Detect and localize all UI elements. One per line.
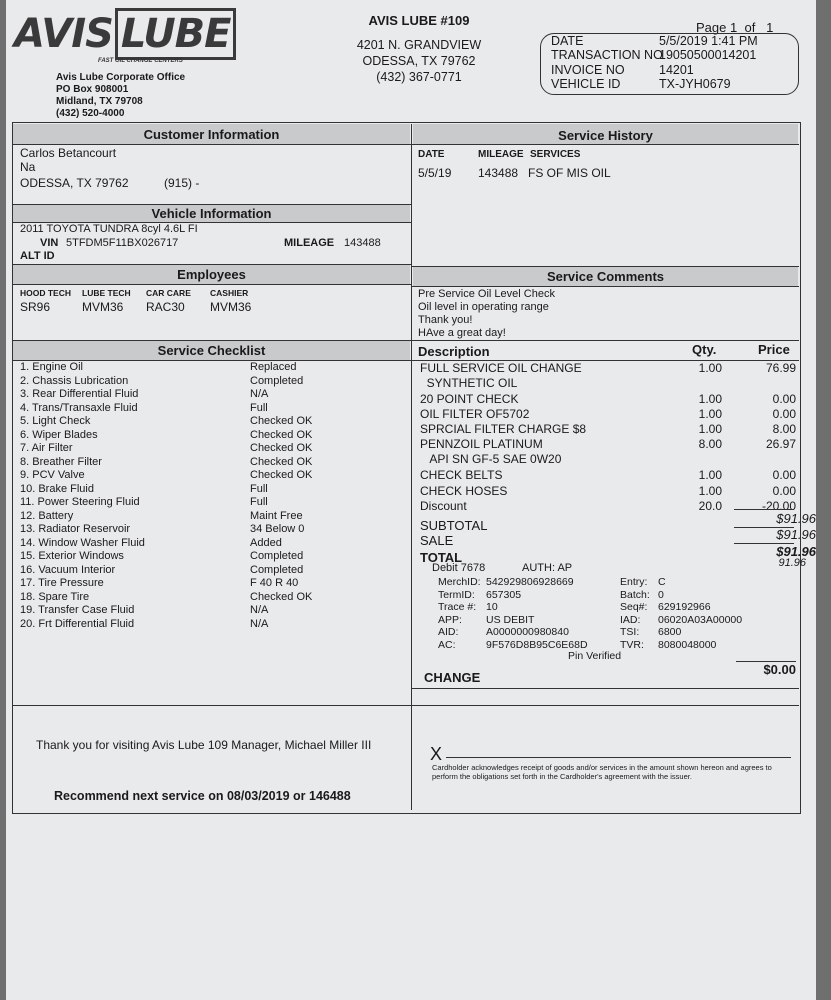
payment-field-value: 657305 bbox=[486, 588, 522, 601]
alt-id-label: ALT ID bbox=[20, 250, 55, 262]
employee-value: RAC30 bbox=[146, 300, 185, 314]
customer-phone: (915) - bbox=[164, 176, 200, 190]
rule bbox=[734, 509, 794, 510]
payment-field-label: TVR: bbox=[620, 638, 644, 651]
payment-field-value: 6800 bbox=[658, 626, 682, 638]
employee-col: CAR CARE bbox=[146, 288, 191, 298]
history-mileage: 143488 bbox=[478, 166, 519, 180]
txn-label: VEHICLE ID bbox=[551, 77, 621, 91]
payment-field-value: C bbox=[658, 576, 666, 588]
customer-name: Carlos Betancourt bbox=[20, 146, 117, 160]
payment-field-label: Batch: bbox=[620, 588, 650, 601]
rule bbox=[13, 144, 411, 145]
items-col-qty: Qty. bbox=[692, 342, 717, 357]
checklist-item-label: 10. Brake Fluid bbox=[20, 482, 94, 495]
rule bbox=[13, 705, 799, 706]
checklist-item-label: 15. Exterior Windows bbox=[20, 550, 124, 562]
change-label: CHANGE bbox=[424, 670, 481, 685]
cardholder-agreement: Cardholder acknowledges receipt of goods and/or services in the amount shown hereon and agrees to perform the obligations set forth in the Cardholder's agreement with the issuer. bbox=[432, 763, 772, 781]
checklist-item-status: Checked OK bbox=[250, 590, 313, 603]
corp-line: Midland, TX 79708 bbox=[56, 96, 143, 107]
payment-field-value: 0 bbox=[658, 588, 664, 601]
corporate-address bbox=[56, 72, 185, 120]
item-description: CHECK HOSES bbox=[420, 484, 508, 498]
page-label: Page bbox=[696, 20, 727, 35]
checklist-item-status: Completed bbox=[250, 563, 304, 576]
payment-field-label: Trace #: bbox=[438, 601, 477, 613]
checklist-item-status: Maint Free bbox=[250, 509, 303, 522]
item-price: 0.00 bbox=[772, 468, 796, 482]
checklist-item-label: 8. Breather Filter bbox=[20, 455, 102, 468]
item-qty: 1.00 bbox=[698, 361, 722, 375]
employee-value: MVM36 bbox=[210, 300, 252, 314]
center-divider bbox=[411, 124, 412, 810]
payment-field-value: 8080048000 bbox=[658, 638, 717, 651]
checklist-item-status: Full bbox=[250, 496, 268, 508]
store-name: AVIS LUBE #109 bbox=[368, 13, 470, 28]
corp-line: Avis Lube Corporate Office bbox=[56, 72, 186, 83]
employee-col: HOOD TECH bbox=[20, 288, 71, 298]
service-comments-header: Service Comments bbox=[546, 269, 665, 284]
employee-value: MVM36 bbox=[82, 300, 124, 314]
subtotal-label: SUBTOTAL bbox=[420, 518, 488, 533]
mileage-value: 143488 bbox=[344, 237, 381, 249]
item-description: Discount bbox=[420, 499, 467, 513]
payment-field-label: APP: bbox=[438, 613, 462, 626]
checklist-item-label: 16. Vacuum Interior bbox=[20, 563, 116, 576]
item-price: 76.99 bbox=[765, 361, 796, 375]
payment-field-value: 9F576D8B95C6E68D bbox=[486, 638, 588, 651]
checklist-item-label: 7. Air Filter bbox=[20, 442, 73, 454]
checklist-item-status: Checked OK bbox=[250, 455, 313, 468]
checklist-item-status: Full bbox=[250, 401, 268, 414]
item-qty: 1.00 bbox=[698, 468, 722, 482]
rule bbox=[411, 266, 799, 267]
payment-field-label: TSI: bbox=[620, 626, 640, 638]
checklist-item-status: Completed bbox=[250, 374, 304, 387]
checklist-item-label: 20. Frt Differential Fluid bbox=[20, 617, 135, 630]
checklist-item-status: Checked OK bbox=[250, 442, 313, 454]
payment-field-label: Entry: bbox=[620, 576, 648, 588]
checklist-item-status: Checked OK bbox=[250, 428, 313, 441]
payment-field-label: IAD: bbox=[620, 613, 641, 626]
transaction-box bbox=[540, 33, 799, 95]
rule bbox=[411, 144, 799, 145]
item-qty: 8.00 bbox=[698, 437, 722, 451]
txn-label: DATE bbox=[551, 34, 584, 48]
rule bbox=[13, 340, 411, 341]
customer-info-header: Customer Information bbox=[143, 127, 280, 142]
comment-line: Oil level in operating range bbox=[418, 301, 549, 313]
debit-card: Debit 7678 bbox=[432, 562, 486, 574]
txn-label: TRANSACTION NO bbox=[551, 48, 663, 62]
rule bbox=[411, 688, 799, 689]
logo-tagline: FAST OIL CHANGE CENTERS bbox=[98, 58, 183, 64]
checklist-item-status: 34 Below 0 bbox=[250, 523, 305, 535]
total-label: TOTAL bbox=[420, 550, 463, 565]
signature-line bbox=[446, 757, 791, 758]
comment-line: HAve a great day! bbox=[418, 327, 506, 339]
customer-line2: Na bbox=[20, 160, 36, 174]
payment-field-label: MerchID: bbox=[438, 576, 481, 588]
item-description: CHECK BELTS bbox=[420, 468, 503, 482]
total-sub-value: 91.96 bbox=[778, 557, 806, 569]
item-qty: 1.00 bbox=[698, 422, 722, 436]
item-price: 8.00 bbox=[772, 422, 796, 436]
payment-field-label: TermID: bbox=[438, 588, 475, 601]
vehicle-info-header: Vehicle Information bbox=[151, 206, 272, 221]
auth-code: AUTH: AP bbox=[522, 562, 573, 574]
items-col-price: Price bbox=[758, 342, 790, 357]
item-qty: 1.00 bbox=[698, 392, 722, 406]
history-col-services: SERVICES bbox=[530, 149, 581, 160]
logo-text-avis: AVIS bbox=[14, 11, 113, 57]
store-address bbox=[344, 13, 494, 85]
vin-label: VIN bbox=[40, 237, 59, 249]
item-price: 0.00 bbox=[772, 484, 796, 498]
item-description: API SN GF-5 SAE 0W20 bbox=[420, 452, 562, 466]
item-qty: 1.00 bbox=[698, 407, 722, 421]
item-price: 0.00 bbox=[772, 407, 796, 421]
comment-line: Thank you! bbox=[418, 314, 473, 326]
txn-value: 19050500014201 bbox=[659, 48, 757, 62]
payment-field-label: AID: bbox=[438, 626, 459, 638]
page-of: of bbox=[744, 20, 756, 35]
checklist-item-label: 14. Window Washer Fluid bbox=[20, 536, 145, 549]
txn-value: TX-JYH0679 bbox=[659, 77, 731, 91]
history-services: FS OF MIS OIL bbox=[528, 166, 611, 180]
store-line: 4201 N. GRANDVIEW bbox=[356, 38, 482, 52]
subtotal-value: $91.96 bbox=[776, 511, 816, 526]
sale-label: SALE bbox=[420, 533, 454, 548]
checklist-item-status: N/A bbox=[250, 388, 269, 400]
total-value: $91.96 bbox=[776, 544, 816, 559]
rule bbox=[13, 264, 411, 265]
history-date: 5/5/19 bbox=[418, 166, 452, 180]
vehicle-desc: 2011 TOYOTA TUNDRA 8cyl 4.6L FI bbox=[20, 223, 198, 235]
rule bbox=[411, 286, 799, 287]
service-checklist-header: Service Checklist bbox=[157, 343, 266, 358]
checklist-item-label: 18. Spare Tire bbox=[20, 590, 90, 603]
payment-field-value: 10 bbox=[486, 601, 498, 613]
checklist-item-status: Checked OK bbox=[250, 469, 313, 481]
history-col-mileage: MILEAGE bbox=[478, 149, 524, 160]
employee-value: SR96 bbox=[20, 300, 51, 314]
payment-field-label: AC: bbox=[438, 638, 456, 651]
employee-col: CASHIER bbox=[210, 288, 249, 298]
item-description: FULL SERVICE OIL CHANGE bbox=[420, 361, 582, 375]
item-description: SYNTHETIC OIL bbox=[420, 376, 518, 390]
checklist-item-label: 1. Engine Oil bbox=[20, 361, 83, 373]
checklist-item-label: 3. Rear Differential Fluid bbox=[20, 388, 139, 400]
txn-value: 5/5/2019 1:41 PM bbox=[659, 34, 758, 48]
next-service-recommendation: Recommend next service on 08/03/2019 or 146488 bbox=[54, 789, 351, 803]
payment-field-value: 629192966 bbox=[658, 601, 711, 613]
checklist-item-status: Replaced bbox=[250, 361, 297, 373]
service-history-header: Service History bbox=[558, 128, 653, 143]
item-qty: 1.00 bbox=[698, 484, 722, 498]
rule bbox=[411, 340, 799, 341]
history-col-date: DATE bbox=[418, 149, 445, 160]
sale-value: $91.96 bbox=[776, 527, 816, 542]
pin-verified: Pin Verified bbox=[568, 650, 622, 662]
checklist-item-status: N/A bbox=[250, 617, 269, 630]
payment-field-value: A0000000980840 bbox=[486, 626, 569, 638]
logo-text-lube: LUBE bbox=[115, 8, 237, 60]
item-price: 26.97 bbox=[765, 437, 796, 451]
checklist-item-label: 9. PCV Valve bbox=[20, 469, 85, 481]
checklist-item-status: Completed bbox=[250, 550, 304, 562]
checklist-item-label: 2. Chassis Lubrication bbox=[20, 374, 129, 387]
checklist-item-label: 6. Wiper Blades bbox=[20, 428, 98, 441]
item-description: SPRCIAL FILTER CHARGE $8 bbox=[420, 422, 587, 436]
checklist-item-label: 19. Transfer Case Fluid bbox=[20, 604, 135, 616]
checklist-item-label: 17. Tire Pressure bbox=[20, 577, 104, 589]
corp-line: PO Box 908001 bbox=[56, 84, 129, 95]
txn-value: 14201 bbox=[659, 63, 694, 77]
mileage-label: MILEAGE bbox=[284, 237, 335, 249]
item-description: PENNZOIL PLATINUM bbox=[420, 437, 543, 451]
checklist-item-status: N/A bbox=[250, 604, 269, 616]
customer-city: ODESSA, TX 79762 bbox=[20, 176, 129, 190]
checklist-item-label: 5. Light Check bbox=[20, 415, 91, 427]
checklist-item-status: F 40 R 40 bbox=[250, 577, 299, 589]
checklist-item-status: Checked OK bbox=[250, 415, 313, 427]
receipt-paper bbox=[6, 0, 816, 1000]
checklist-item-status: Added bbox=[250, 536, 282, 549]
page-total: 1 bbox=[766, 20, 774, 35]
signature-x: X bbox=[430, 744, 443, 764]
thank-you-message: Thank you for visiting Avis Lube 109 Manager, Michael Miller III bbox=[36, 738, 372, 752]
rule bbox=[13, 284, 411, 285]
change-value: $0.00 bbox=[763, 662, 796, 677]
item-description: 20 POINT CHECK bbox=[420, 392, 519, 406]
payment-field-value: US DEBIT bbox=[486, 613, 535, 626]
item-qty: 20.0 bbox=[698, 499, 722, 513]
checklist-item-label: 4. Trans/Transaxle Fluid bbox=[20, 401, 138, 414]
store-line: ODESSA, TX 79762 bbox=[362, 54, 476, 68]
store-line: (432) 367-0771 bbox=[376, 70, 462, 84]
txn-label: INVOICE NO bbox=[551, 63, 625, 77]
employees-header: Employees bbox=[177, 267, 246, 282]
avis-lube-logo bbox=[14, 8, 236, 60]
payment-field-value: 06020A03A00000 bbox=[658, 613, 743, 626]
rule bbox=[13, 204, 411, 205]
item-description: OIL FILTER OF5702 bbox=[420, 407, 530, 421]
checklist-item-status: Full bbox=[250, 482, 268, 495]
items-col-description: Description bbox=[418, 344, 490, 359]
vin-value: 5TFDM5F11BX026717 bbox=[66, 237, 179, 249]
checklist-item-label: 11. Power Steering Fluid bbox=[20, 496, 140, 508]
checklist-item-label: 12. Battery bbox=[20, 509, 74, 522]
payment-field-label: Seq#: bbox=[620, 601, 648, 613]
payment-field-value: 542929806928669 bbox=[486, 576, 574, 588]
employee-col: LUBE TECH bbox=[82, 288, 131, 298]
page-current: 1 bbox=[730, 20, 738, 35]
item-price: 0.00 bbox=[772, 392, 796, 406]
corp-line: (432) 520-4000 bbox=[56, 108, 125, 119]
item-price: -20.00 bbox=[761, 499, 796, 513]
checklist-item-label: 13. Radiator Reservoir bbox=[20, 523, 131, 535]
comment-line: Pre Service Oil Level Check bbox=[418, 288, 555, 300]
